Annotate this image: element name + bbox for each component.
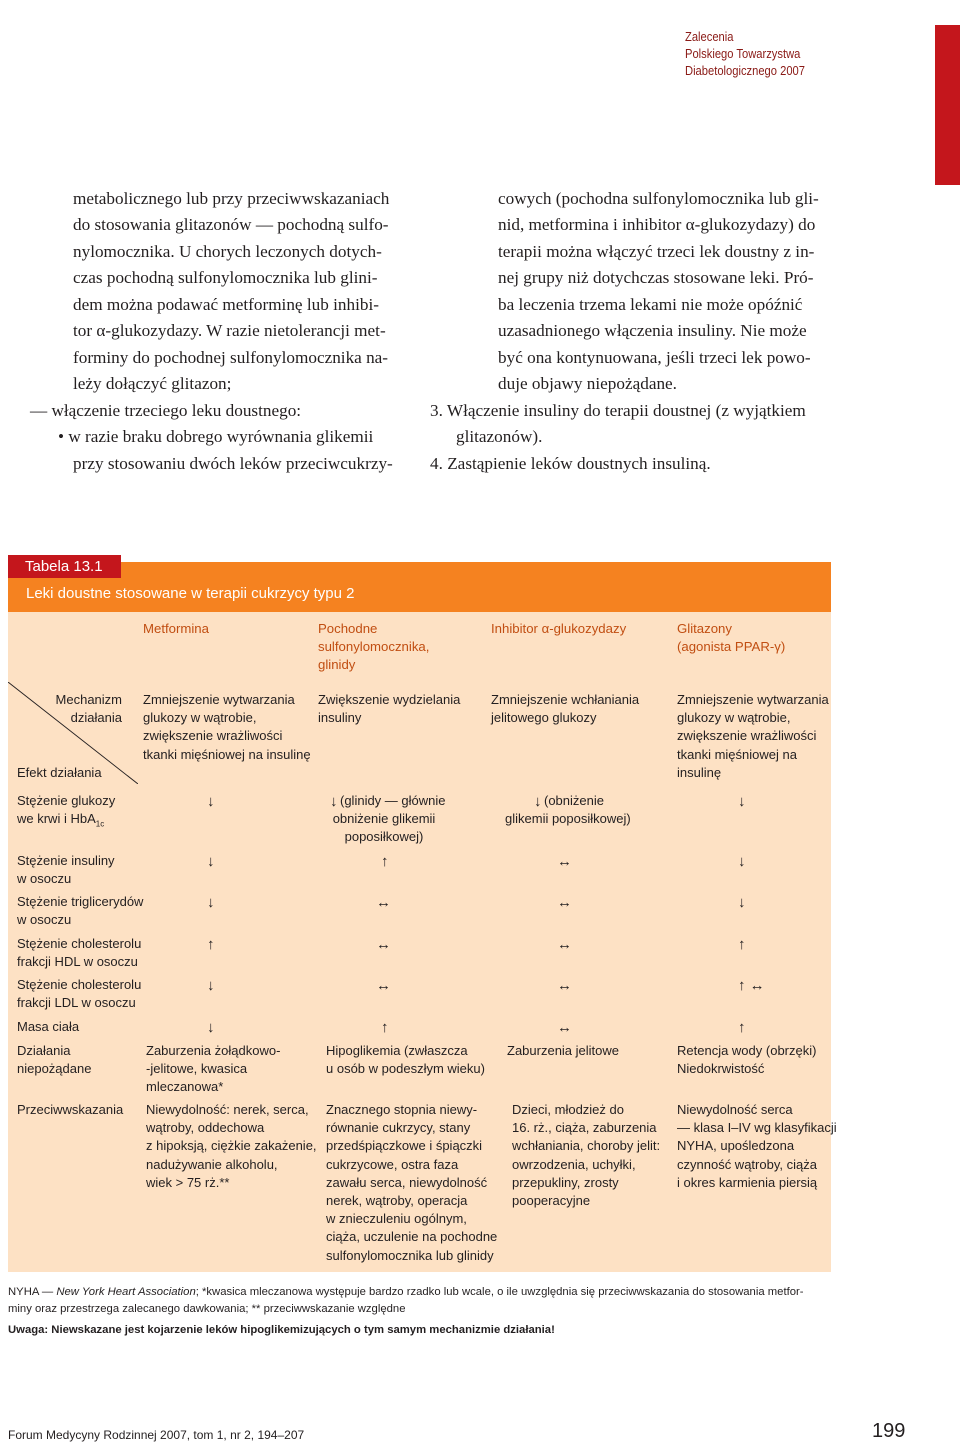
text-line: • w razie braku dobrego wyrównania glikemii bbox=[58, 427, 374, 446]
effect-arrow: ↓ bbox=[330, 793, 338, 810]
row-label-insulin: Stężenie insuliny w osoczu bbox=[17, 853, 115, 887]
corner-label-mechanism: Mechanizm działania bbox=[55, 692, 122, 726]
table-note: Uwaga: Niewskazane jest kojarzenie leków hipoglikemizujących o tym samym mechanizmie działania! bbox=[8, 1324, 555, 1336]
effect-arrow: ↑ ↔ bbox=[738, 977, 765, 994]
effect-arrow: ↔ bbox=[376, 977, 391, 994]
contra-metformina: Niewydolność: nerek, serca, wątroby, oddechowa z hipoksją, ciężkie zakażenie, nadużywanie alkoholu, wiek > 75 rż.** bbox=[146, 1102, 317, 1190]
header-line: Zalecenia bbox=[685, 29, 734, 44]
effect-arrow: ↔ bbox=[557, 977, 572, 994]
effect-arrow: ↓ bbox=[207, 1019, 215, 1036]
journal-citation: Forum Medycyny Rodzinnej 2007, tom 1, nr 2, 194–207 bbox=[8, 1428, 305, 1442]
adverse-sulfonylurea: Hipoglikemia (zwłaszcza u osób w podeszłym wieku) bbox=[326, 1043, 485, 1077]
effect-arrow: ↓ bbox=[738, 793, 746, 810]
effect-note-alpha-glucosidase: (obniżenie bbox=[544, 793, 604, 808]
text-line: leży dołączyć glitazon; bbox=[73, 374, 232, 393]
effect-arrow: ↓ bbox=[207, 793, 215, 810]
text-line: terapii można włączyć trzeci lek doustny z in- bbox=[498, 242, 815, 261]
text-line: metabolicznego lub przy przeciwwskazaniach bbox=[73, 189, 390, 208]
row-label-hdl: Stężenie cholesterolu frakcji HDL w osoczu bbox=[17, 936, 142, 970]
effect-arrow: ↑ bbox=[738, 1019, 746, 1036]
table-title: Leki doustne stosowane w terapii cukrzycy typu 2 bbox=[26, 585, 355, 602]
column-header-glitazony: Glitazony (agonista PPAR-γ) bbox=[677, 621, 786, 654]
mechanism-sulfonylurea: Zwiększenie wydzielania insuliny bbox=[318, 692, 461, 726]
effect-arrow: ↑ bbox=[381, 853, 389, 870]
adverse-alpha-glucosidase: Zaburzenia jelitowe bbox=[507, 1043, 620, 1058]
header-line: Diabetologicznego 2007 bbox=[685, 63, 805, 78]
table-number-tag: Tabela 13.1 bbox=[8, 555, 121, 578]
page-number: 199 bbox=[872, 1420, 906, 1442]
corner-label-effect: Efekt działania bbox=[17, 765, 102, 780]
running-header bbox=[685, 28, 805, 79]
text-line: nylomocznika. U chorych leczonych dotych- bbox=[73, 242, 382, 261]
table-footnote: NYHA — New York Heart Association; *kwasica mleczanowa występuje bardzo rzadko lub wcale, o ile uwzględnia się przeciwwskazania do stosowania metfor- bbox=[8, 1286, 804, 1298]
effect-arrow: ↓ bbox=[207, 977, 215, 994]
row-label-ldl: Stężenie cholesterolu frakcji LDL w osoczu bbox=[17, 977, 142, 1011]
effect-arrow: ↔ bbox=[557, 1019, 572, 1036]
row-label-adverse: Działania niepożądane bbox=[17, 1043, 92, 1077]
row-label-contraindications: Przeciwwskazania bbox=[17, 1102, 124, 1117]
effect-note-sulfonylurea: (glinidy — głównie bbox=[340, 793, 446, 808]
text-line: forminy do pochodnej sulfonylomocznika na- bbox=[73, 348, 389, 367]
text-line: uzasadnionego włączenia insuliny. Nie może bbox=[498, 321, 807, 340]
effect-arrow: ↓ bbox=[207, 894, 215, 911]
contra-alpha-glucosidase: Dzieci, młodzież do 16. rż., ciąża, zaburzenia wchłaniania, choroby jelit: owrzodzenia, uchyłki, przepukliny, zrosty pooperacyjne bbox=[512, 1102, 661, 1209]
text-line: glitazonów). bbox=[456, 427, 543, 446]
effect-arrow: ↑ bbox=[381, 1019, 389, 1036]
column-header-metformina: Metformina bbox=[143, 621, 209, 636]
effect-note-alpha-glucosidase-cont: glikemii poposiłkowej) bbox=[505, 811, 631, 826]
effect-arrow: ↔ bbox=[376, 894, 391, 911]
text-line: nej grupy niż dotychczas stosowane leki. Pró- bbox=[498, 268, 814, 287]
text-line: 3. Włączenie insuliny do terapii doustnej (z wyjątkiem bbox=[430, 401, 806, 420]
effect-arrow: ↓ bbox=[738, 894, 746, 911]
column-header-sulfonylurea: Pochodne sulfonylomocznika, glinidy bbox=[318, 621, 430, 672]
text-line: nid, metformina i inhibitor α-glukozydazy) do bbox=[498, 215, 816, 234]
text-line: ba leczenia trzema lekami nie może opóźnić bbox=[498, 295, 803, 314]
text-line: duje objawy niepożądane. bbox=[498, 374, 677, 393]
text-line: przy stosowaniu dwóch leków przeciwcukrzy- bbox=[73, 454, 393, 473]
effect-arrow: ↑ bbox=[207, 936, 215, 953]
header-line: Polskiego Towarzystwa bbox=[685, 46, 801, 61]
text-line: czas pochodną sulfonylomocznika lub glini- bbox=[73, 268, 378, 287]
text-line: 4. Zastąpienie leków doustnych insuliną. bbox=[430, 454, 711, 473]
text-line: do stosowania glitazonów — pochodną sulfo- bbox=[73, 215, 389, 234]
row-label-body-mass: Masa ciała bbox=[17, 1019, 80, 1034]
effect-arrow: ↔ bbox=[557, 936, 572, 953]
effect-arrow: ↔ bbox=[557, 853, 572, 870]
row-label-triglycerides: Stężenie triglicerydów w osoczu bbox=[17, 894, 144, 928]
text-line: cowych (pochodna sulfonylomocznika lub gli- bbox=[498, 189, 819, 208]
mechanism-alpha-glucosidase: Zmniejszenie wchłaniania jelitowego glukozy bbox=[491, 692, 640, 726]
table-footnote: miny oraz przestrzega zalecanego dawkowania; ** przeciwwskazanie względne bbox=[8, 1303, 406, 1315]
row-label-glucose: Stężenie glukozy we krwi i HbA$_{1c}$ bbox=[17, 793, 116, 829]
text-line: dem można podawać metforminę lub inhibi- bbox=[73, 295, 379, 314]
contra-glitazony: Niewydolność serca — klasa I–IV wg klasyfikacji NYHA, upośledzona czynność wątroby, ciąża i okres karmienia piersią bbox=[677, 1102, 837, 1190]
text-line: tor α-glukozydazy. W razie nietolerancji met- bbox=[73, 321, 386, 340]
adverse-metformina: Zaburzenia żołądkowo- -jelitowe, kwasica mleczanowa* bbox=[146, 1043, 281, 1095]
effect-arrow: ↑ bbox=[738, 936, 746, 953]
effect-arrow: ↓ bbox=[207, 853, 215, 870]
effect-arrow: ↓ bbox=[738, 853, 746, 870]
effect-arrow: ↓ bbox=[534, 793, 542, 810]
contra-sulfonylurea: Znacznego stopnia niewy- równanie cukrzycy, stany przedśpiączkowe i śpiączki cukrzycowe, ostra faza zawału serca, niewydolność nerek, wątroby, operacja w znieczuleniu ogólnym, ciąża, uczulenie na pochodne sulfonylomocznika lub glinidy bbox=[326, 1102, 498, 1263]
effect-note-sulfonylurea-cont: obniżenie glikemii poposiłkowej) bbox=[332, 811, 436, 845]
effect-arrow: ↔ bbox=[376, 936, 391, 953]
adverse-glitazony: Retencja wody (obrzęki) Niedokrwistość bbox=[677, 1043, 817, 1077]
text-line: — włączenie trzeciego leku doustnego: bbox=[30, 401, 302, 420]
mechanism-glitazony: Zmniejszenie wytwarzania glukozy w wątrobie, zwiększenie wrażliwości tkanki mięśniowej na insulinę bbox=[677, 692, 829, 780]
text-line: być ona kontynuowana, jeśli trzeci lek powo- bbox=[498, 348, 811, 367]
effect-arrow: ↔ bbox=[557, 894, 572, 911]
mechanism-metformina: Zmniejszenie wytwarzania glukozy w wątrobie, zwiększenie wrażliwości tkanki mięśniowej na insulinę bbox=[143, 692, 311, 762]
column-header-alpha-glucosidase: Inhibitor α-glukozydazy bbox=[491, 621, 627, 636]
corner-accent-bar bbox=[935, 25, 960, 185]
